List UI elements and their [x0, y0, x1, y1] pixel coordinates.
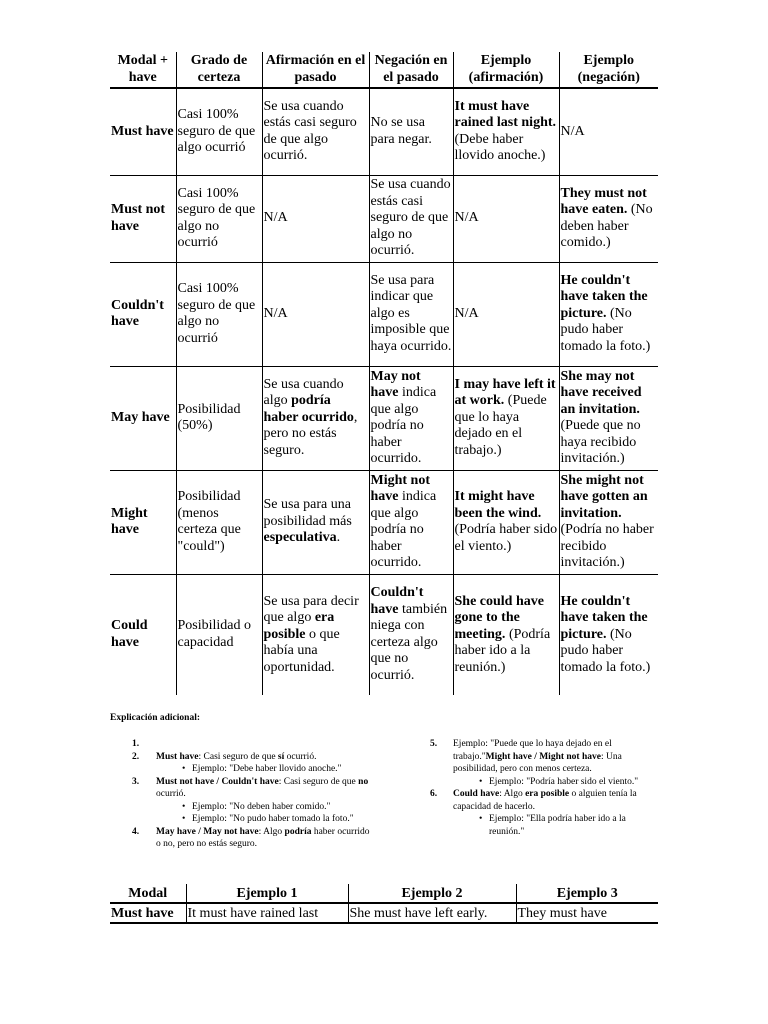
example-cell: They must have: [516, 903, 658, 923]
negation-cell: [369, 470, 453, 574]
example-sentence: She could have gone to the meeting.: [454, 593, 544, 642]
table-row: [110, 88, 658, 175]
bullet-icon: •: [479, 814, 483, 824]
example-affirmation-cell: [453, 470, 559, 574]
example-affirmation-cell: [453, 88, 559, 175]
note-number: 2.: [132, 751, 140, 762]
affirmation-text: Se usa cuando algo: [263, 376, 344, 409]
example-negation-cell: [559, 88, 658, 175]
negation-cell: [369, 262, 453, 366]
modal-cell: [110, 262, 176, 366]
header-affirmation: Afirmación en el pasado: [262, 52, 369, 88]
affirmation-text-end: o que había una oportunidad.: [263, 626, 340, 675]
note-term: Could have: [453, 789, 500, 799]
affirmation-cell: [262, 262, 369, 366]
note-term: sí: [277, 751, 285, 762]
header-example-3: Ejemplo 3: [516, 884, 658, 903]
modal-name: Must have: [111, 123, 174, 139]
modal-name: May have: [111, 409, 170, 425]
affirmation-cell: [262, 470, 369, 574]
examples-table-header: [110, 884, 658, 903]
affirmation-cell: [262, 574, 369, 695]
example-translation: (Podría no haber recibido invitación.): [560, 522, 654, 570]
example-translation: N/A: [454, 305, 479, 321]
example-sentence: I may have left it at work.: [454, 376, 556, 409]
example-translation: (No deben haber comido.): [560, 202, 653, 250]
certainty-cell: [176, 574, 262, 695]
certainty-text: Posibilidad o capacidad: [177, 618, 252, 650]
note-example: [110, 801, 370, 814]
note-term: Must have: [156, 751, 199, 762]
note-example: [430, 813, 662, 838]
negation-text: No se usa para negar.: [370, 115, 432, 147]
example-negation-cell: [559, 262, 658, 366]
additional-explanation-title: Explicación adicional:: [110, 713, 200, 723]
note-term: podría: [284, 826, 312, 837]
certainty-text: Casi 100% seguro de que algo no ocurrió: [177, 281, 256, 346]
note-example-text: Ejemplo: "Podría haber sido el viento.": [489, 776, 639, 787]
certainty-text: Posibilidad (50%): [177, 401, 241, 433]
negation-form: May not have: [370, 368, 421, 400]
table-row: [110, 903, 658, 923]
example-affirmation-cell: [453, 366, 559, 470]
note-number: 4.: [132, 826, 140, 837]
affirmation-cell: [262, 88, 369, 175]
note-term: Must not have / Couldn't have: [156, 776, 279, 787]
note-example-text: Ejemplo: "No deben haber comido.": [192, 801, 331, 812]
certainty-text: Casi 100% seguro de que algo ocurrió: [177, 107, 256, 155]
table-row: [110, 574, 658, 695]
header-example-2: Ejemplo 2: [348, 884, 516, 903]
negation-cell: [369, 175, 453, 262]
table-row: [110, 470, 658, 574]
note-term: May have / May not have: [156, 826, 259, 837]
example-sentence: She may not have received an invitation.: [560, 368, 642, 417]
note-text: ocurrió.: [284, 751, 317, 762]
header-modal: Modal + have: [110, 52, 176, 88]
note-text: : Algo: [258, 826, 285, 837]
certainty-cell: [176, 366, 262, 470]
affirmation-text: Se usa para una posibilidad más: [263, 497, 352, 529]
note-item: [110, 751, 370, 764]
example-negation-cell: [559, 175, 658, 262]
affirmation-text: N/A: [263, 210, 288, 226]
affirmation-emphasis: podría haber ocurrido: [263, 393, 354, 425]
note-text: haber ocurrido o no, pero no estás seguro.: [156, 826, 370, 849]
negation-text: indica que algo podría no haber ocurrido.: [370, 489, 437, 570]
bullet-icon: •: [479, 776, 483, 787]
example-affirmation-cell: [453, 175, 559, 262]
notes-column-left: [110, 738, 370, 851]
affirmation-text: Se usa para decir que algo: [263, 593, 359, 625]
affirmation-text-end: , pero no estás seguro.: [263, 409, 358, 458]
negation-text: Se usa para indicar que algo es imposible que haya ocurrido.: [370, 272, 452, 354]
note-number: 6.: [430, 789, 438, 799]
modal-cell: [110, 470, 176, 574]
modal-cell: Must have: [110, 903, 186, 923]
modal-name: Must not have: [111, 202, 166, 234]
affirmation-text: Se usa cuando estás casi seguro de que algo ocurrió.: [263, 98, 357, 164]
note-text: : Casi seguro de que: [278, 776, 359, 787]
example-cell: She must have left early.: [348, 903, 516, 923]
note-item: [430, 738, 662, 776]
modal-cell: [110, 574, 176, 695]
example-translation: (Podría haber ido a la reunión.): [454, 626, 551, 675]
negation-text: también niega con certeza algo que no ocurrió.: [370, 601, 448, 683]
certainty-text: Casi 100% seguro de que algo no ocurrió: [177, 185, 256, 250]
example-sentence: It must have rained last night.: [454, 98, 557, 131]
affirmation-emphasis: especulativa: [263, 530, 337, 546]
examples-table: [110, 884, 658, 924]
modal-name: Might have: [111, 505, 148, 537]
negation-form: Couldn't have: [370, 585, 424, 617]
negation-text: indica que algo podría no haber ocurrido.: [370, 385, 437, 466]
note-example: [110, 763, 370, 776]
affirmation-cell: [262, 175, 369, 262]
note-text: : Casi seguro de que: [198, 751, 278, 762]
example-sentence: He couldn't have taken the picture.: [560, 593, 648, 642]
bullet-icon: •: [182, 801, 186, 812]
example-translation: (Podría haber sido el viento.): [454, 522, 558, 554]
note-item: [110, 826, 370, 851]
bullet-icon: •: [182, 814, 186, 824]
negation-cell: [369, 366, 453, 470]
note-number: 5.: [430, 739, 438, 749]
negation-form: Might not have: [370, 472, 430, 504]
modal-cell: [110, 175, 176, 262]
header-modal: Modal: [110, 884, 186, 903]
negation-cell: [369, 574, 453, 695]
example-sentence: It might have been the wind.: [454, 489, 542, 521]
certainty-cell: [176, 175, 262, 262]
note-text: Ejemplo: "Puede que lo haya dejado en el trabajo.": [453, 739, 612, 762]
modal-cell: [110, 366, 176, 470]
example-cell: It must have rained last: [186, 903, 348, 923]
example-translation: (Debe haber llovido anoche.): [454, 131, 546, 164]
note-number: 1.: [132, 739, 140, 749]
negation-text: Se usa cuando estás casi seguro de que algo no ocurrió.: [370, 177, 451, 259]
example-translation: (No pudo haber tomado la foto.): [560, 305, 651, 354]
example-affirmation-cell: [453, 574, 559, 695]
example-translation: N/A: [560, 123, 585, 139]
table-row: [110, 175, 658, 262]
bullet-icon: •: [182, 764, 186, 774]
example-negation-cell: [559, 366, 658, 470]
note-text: o alguien tenía la capacidad de hacerlo.: [453, 789, 637, 812]
example-affirmation-cell: [453, 262, 559, 366]
example-translation: (No pudo haber tomado la foto.): [560, 626, 651, 675]
certainty-cell: [176, 88, 262, 175]
example-translation: (Puede que no haya recibido invitación.): [560, 418, 641, 466]
certainty-text: Posibilidad (menos certeza que "could"): [177, 489, 241, 554]
example-negation-cell: [559, 470, 658, 574]
header-example-negation: Ejemplo (negación): [559, 52, 658, 88]
note-example: [110, 813, 370, 826]
notes-column-right: [430, 738, 662, 838]
modal-table-header: [110, 52, 658, 88]
note-example-text: Ejemplo: "Debe haber llovido anoche.": [192, 764, 342, 774]
modal-table: [110, 52, 658, 695]
modal-cell: [110, 88, 176, 175]
note-item: [110, 738, 370, 751]
note-item: [430, 788, 662, 813]
example-sentence: They must not have eaten.: [560, 185, 647, 217]
note-text: : Una posibilidad, pero con menos certeza.: [453, 751, 622, 774]
note-term: Might have / Might not have: [485, 751, 601, 762]
note-term: no: [358, 776, 369, 787]
header-example-1: Ejemplo 1: [186, 884, 348, 903]
affirmation-cell: [262, 366, 369, 470]
example-sentence: She might not have gotten an invitation.: [560, 472, 648, 521]
table-row: [110, 366, 658, 470]
modal-name: Couldn't have: [111, 297, 164, 329]
example-sentence: He couldn't have taken the picture.: [560, 272, 648, 321]
certainty-cell: [176, 470, 262, 574]
note-example-text: Ejemplo: "Ella podría haber ido a la reunión.": [489, 814, 626, 837]
example-translation: (Puede que lo haya dejado en el trabajo.): [454, 393, 547, 458]
header-certainty: Grado de certeza: [176, 52, 262, 88]
note-text: : Algo: [499, 789, 526, 799]
note-number: 3.: [132, 776, 140, 787]
header-negation: Negación en el pasado: [369, 52, 453, 88]
certainty-cell: [176, 262, 262, 366]
affirmation-text-end: .: [336, 530, 341, 546]
note-term: era posible: [525, 789, 570, 799]
note-example-text: Ejemplo: "No pudo haber tomado la foto.": [192, 814, 354, 824]
affirmation-text: N/A: [263, 305, 288, 321]
negation-cell: [369, 88, 453, 175]
note-text: ocurrió.: [156, 789, 186, 799]
example-translation: N/A: [454, 210, 479, 226]
header-example-affirmation: Ejemplo (afirmación): [453, 52, 559, 88]
modal-name: Could have: [111, 618, 148, 650]
example-negation-cell: [559, 574, 658, 695]
note-item: [110, 776, 370, 801]
table-row: [110, 262, 658, 366]
note-example: [430, 776, 662, 789]
affirmation-emphasis: era posible: [263, 610, 335, 642]
